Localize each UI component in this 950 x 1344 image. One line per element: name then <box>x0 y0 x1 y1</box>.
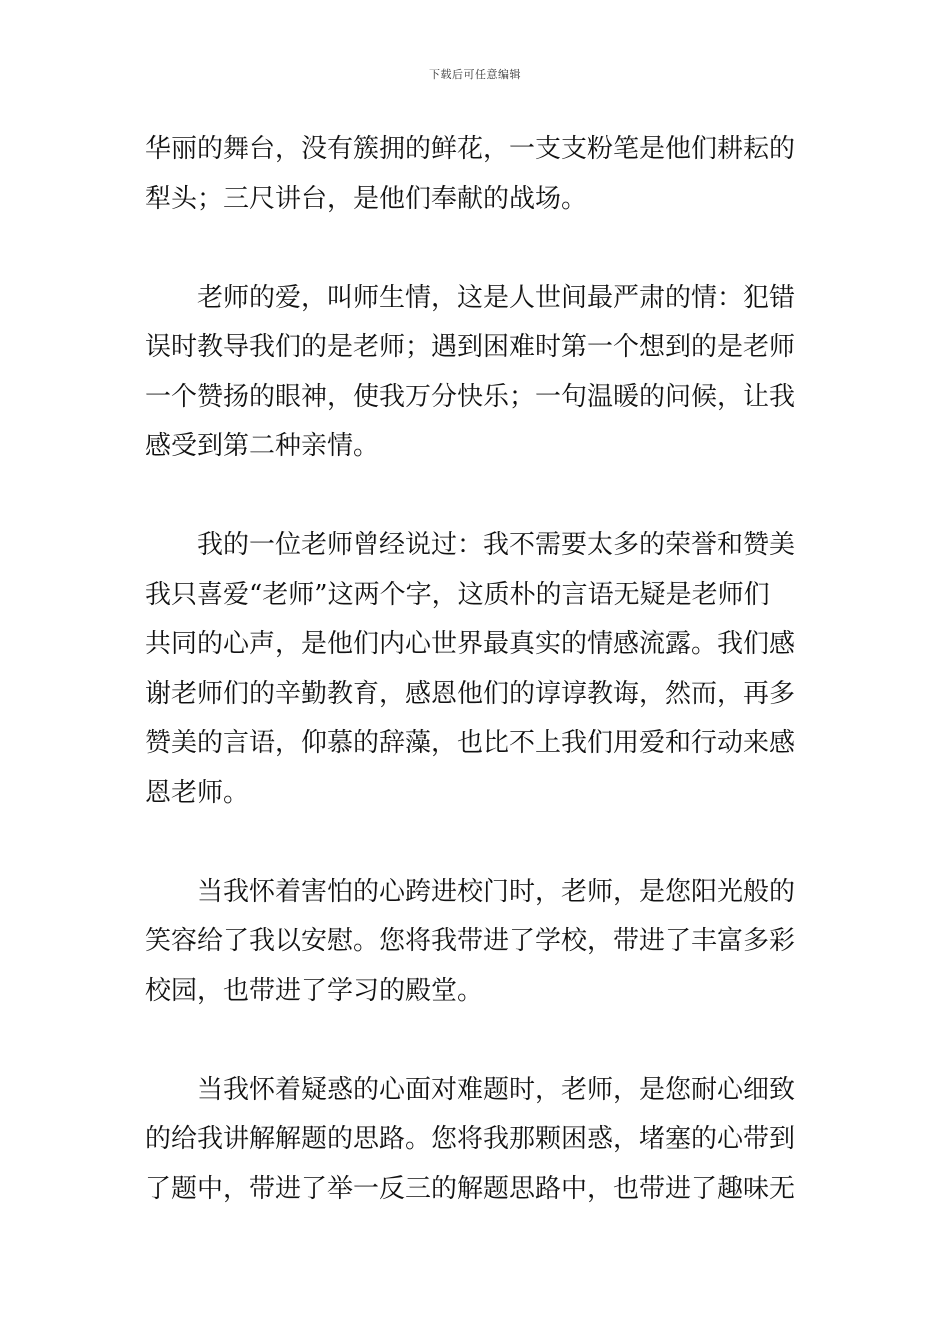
text-line: 笑容给了我以安慰。您将我带进了学校，带进了丰富多彩 <box>145 926 796 956</box>
page-header: 下载后可任意编辑 <box>429 68 521 81</box>
paragraph-gap <box>145 472 811 522</box>
text-line: 了题中，带进了举一反三的解题思路中，也带进了趣味无 <box>145 1173 796 1204</box>
paragraph-5 <box>145 1066 811 1215</box>
text-line: 赞美的言语，仰慕的辞藻，也比不上我们用爱和行动来感 <box>145 728 796 758</box>
text-line: 校园，也带进了学习的殿堂。 <box>145 975 484 1006</box>
paragraph-1 <box>145 125 811 224</box>
text-line: 犁头；三尺讲台，是他们奉献的战场。 <box>145 183 588 214</box>
paragraph-gap <box>145 818 811 868</box>
text-line: 华丽的舞台，没有簇拥的鲜花，一支支粉笔是他们耕耘的 <box>145 134 796 164</box>
text-line: 恩老师。 <box>145 777 250 808</box>
paragraph-gap <box>145 224 811 274</box>
text-line: 老师的爱，叫师生情，这是人世间最严肃的情：犯错 <box>197 282 796 313</box>
text-line: 共同的心声，是他们内心世界最真实的情感流露。我们感 <box>145 629 796 659</box>
text-line: 一个赞扬的眼神，使我万分快乐；一句温暖的问候，让我 <box>145 381 796 412</box>
text-line: 我只喜爱“老师”这两个字，这质朴的言语无疑是老师们 <box>145 579 770 610</box>
text-line: 当我怀着害怕的心跨进校门时，老师，是您阳光般的 <box>197 876 796 907</box>
text-line: 我的一位老师曾经说过：我不需要太多的荣誉和赞美 <box>197 530 796 560</box>
text-line: 误时教导我们的是老师；遇到困难时第一个想到的是老师 <box>145 332 796 362</box>
paragraph-2 <box>145 274 811 472</box>
text-line: 当我怀着疑惑的心面对难题时，老师，是您耐心细致 <box>197 1074 796 1105</box>
text-line: 的给我讲解解题的思路。您将我那颗困惑，堵塞的心带到 <box>145 1124 796 1154</box>
paragraph-gap <box>145 1016 811 1066</box>
paragraph-4 <box>145 868 811 1017</box>
document-body <box>145 125 811 1214</box>
text-line: 谢老师们的辛勤教育，感恩他们的谆谆教诲，然而，再多 <box>145 678 796 709</box>
text-line: 感受到第二种亲情。 <box>145 431 380 461</box>
paragraph-3 <box>145 521 811 818</box>
